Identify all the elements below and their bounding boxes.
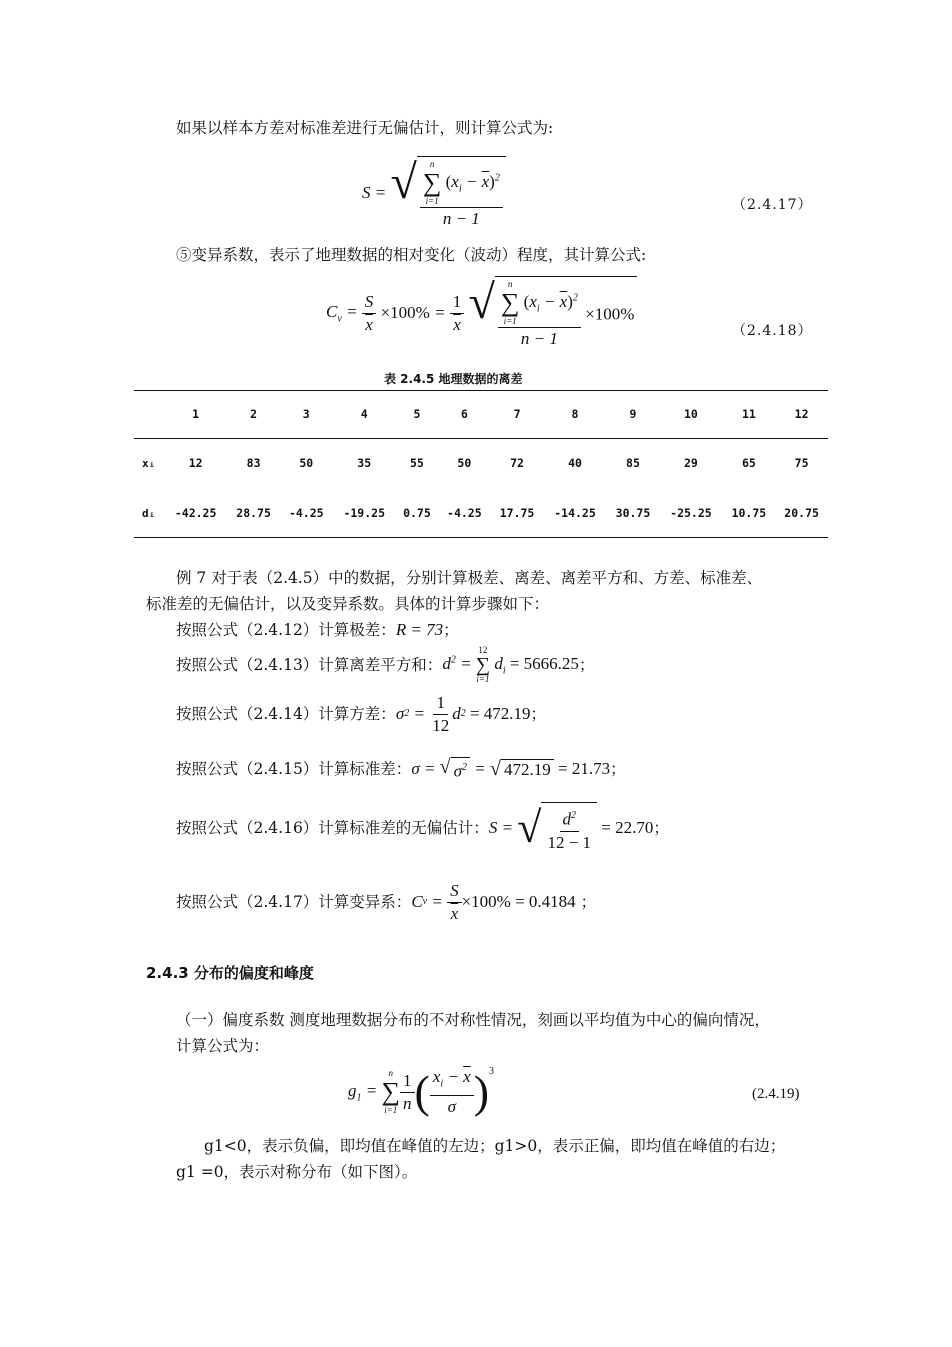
table-header-row <box>134 390 828 438</box>
step-unbiased-std: 按照公式（2.4.16）计算标准差的无偏估计： S = √ $\frac{d^2}{12 - 1}$ = 22.70 ； <box>176 803 669 852</box>
table-cell: 85 <box>626 456 640 470</box>
table-header-cell: 3 <box>302 407 310 421</box>
table-cell: -42.25 <box>174 506 217 520</box>
table-caption: 表 2.4.5 地理数据的离差 <box>384 372 523 386</box>
section-heading: 2.4.3 分布的偏度和峰度 <box>146 964 314 982</box>
table-cell: 83 <box>246 456 261 470</box>
equation-number-19: (2.4.19) <box>752 1086 800 1102</box>
table-cell: 35 <box>357 456 372 470</box>
equation-number-17: （2.4.17） <box>732 197 813 213</box>
step-variance: 按照公式（2.4.14）计算方差： σ 2 = $\frac{1}{12}$ d 2 = 472.19 ； <box>176 692 547 735</box>
table-cell: 65 <box>741 456 756 470</box>
skewness-line-1: （一）偏度系数 测度地理数据分布的不对称性情况，刻画以平均值为中心的偏向情况， <box>176 1011 770 1029</box>
formula-unbiased-sd: S = √ n ∑ i=1 $(x_i - \overline{x})^2$ n − 1 <box>362 156 506 230</box>
equation-number-18: （2.4.18） <box>732 323 813 339</box>
step-range: 按照公式（2.4.12）计算极差：R = 73； <box>176 620 459 639</box>
table-cell: -14.25 <box>554 506 596 520</box>
table-cell: -25.25 <box>670 506 712 520</box>
example-line-2: 标准差的无偏估计，以及变异系数。具体的计算步骤如下： <box>146 595 550 613</box>
table-row-x <box>134 438 828 488</box>
table-header-cell: 9 <box>629 407 637 421</box>
table-cell: 12 <box>188 456 203 470</box>
table-header-cell: 2 <box>250 407 258 421</box>
table-cell: -19.25 <box>343 506 385 520</box>
table-cell: 29 <box>683 456 698 470</box>
skewness-line-2: 计算公式为： <box>176 1037 270 1055</box>
table-cell: 10.75 <box>731 506 767 520</box>
table-cell: 75 <box>794 456 809 470</box>
paragraph-intro: 如果以样本方差对标准差进行无偏估计，则计算公式为: <box>176 119 554 137</box>
skewness-interpretation-1: g1<0，表示负偏，即均值在峰值的左边；g1>0，表示正偏，即均值在峰值的右边； <box>204 1137 786 1155</box>
skewness-interpretation-2: g1 =0，表示对称分布（如下图）。 <box>176 1163 418 1181</box>
table-cell: 30.75 <box>615 506 651 520</box>
table-header-cell: 1 <box>192 407 200 421</box>
table-header-cell: 12 <box>794 407 809 421</box>
example-line-1: 例 7 对于表（2.4.5）中的数据，分别计算极差、离差、离差平方和、方差、标准差、 <box>176 569 763 587</box>
table-cell: -4.25 <box>447 506 482 520</box>
table-cell: 17.75 <box>499 506 535 520</box>
table-cell: 50 <box>299 456 314 470</box>
table-header-cell: 8 <box>571 407 579 421</box>
table-cell: 72 <box>510 456 524 470</box>
table-header-cell: 11 <box>741 407 756 421</box>
table-cell: 55 <box>409 456 424 470</box>
table-cell: 28.75 <box>236 506 271 520</box>
step-sum-squares: 按照公式（2.4.13）计算离差平方和： $d^2$ = 12 ∑ i=1 $d_i = 5666.25$ ； <box>176 645 595 684</box>
formula-skewness: $g_1$ = n ∑ i=1 $\frac{1}{n}$ ( $\frac{x_i - \overline{x}}{\sigma}$ ) $^3$ <box>348 1066 495 1117</box>
table-header-cell: 10 <box>683 407 698 421</box>
table-cell: 20.75 <box>784 506 819 520</box>
table-cell: 50 <box>457 456 472 470</box>
deviation-table <box>134 390 828 538</box>
step-std: 按照公式（2.4.15）计算标准差： σ = √ $\sigma^2$ = √ 472.19 = 21.73 ； <box>176 755 626 781</box>
table-row-d <box>134 488 828 538</box>
table-cell: 0.75 <box>403 506 431 520</box>
table-header-cell: 5 <box>413 407 421 421</box>
paragraph-cv: ⑤变异系数，表示了地理数据的相对变化（波动）程度，其计算公式: <box>176 246 647 264</box>
row-label-x: xᵢ <box>142 456 156 470</box>
formula-cv: $C_v$ = $\frac{S}{x}$ ×100% = $\frac{1}{x}$ √ n ∑ i=1 $(x_i - \overline{x})^2$ n − 1 ×100% <box>326 276 637 350</box>
table-cell: 40 <box>568 456 582 470</box>
table-corner-cell <box>134 390 164 438</box>
table-header-cell: 4 <box>360 407 368 421</box>
table-header-cell: 7 <box>513 407 521 421</box>
step-cv: 按照公式（2.4.17）计算变异系： C v = $\frac{S}{x}$ ×100% = 0.4184 ； <box>176 880 597 923</box>
table-cell: -4.25 <box>288 506 324 520</box>
table-header-cell: 6 <box>460 407 468 421</box>
row-label-d: dᵢ <box>142 506 156 520</box>
